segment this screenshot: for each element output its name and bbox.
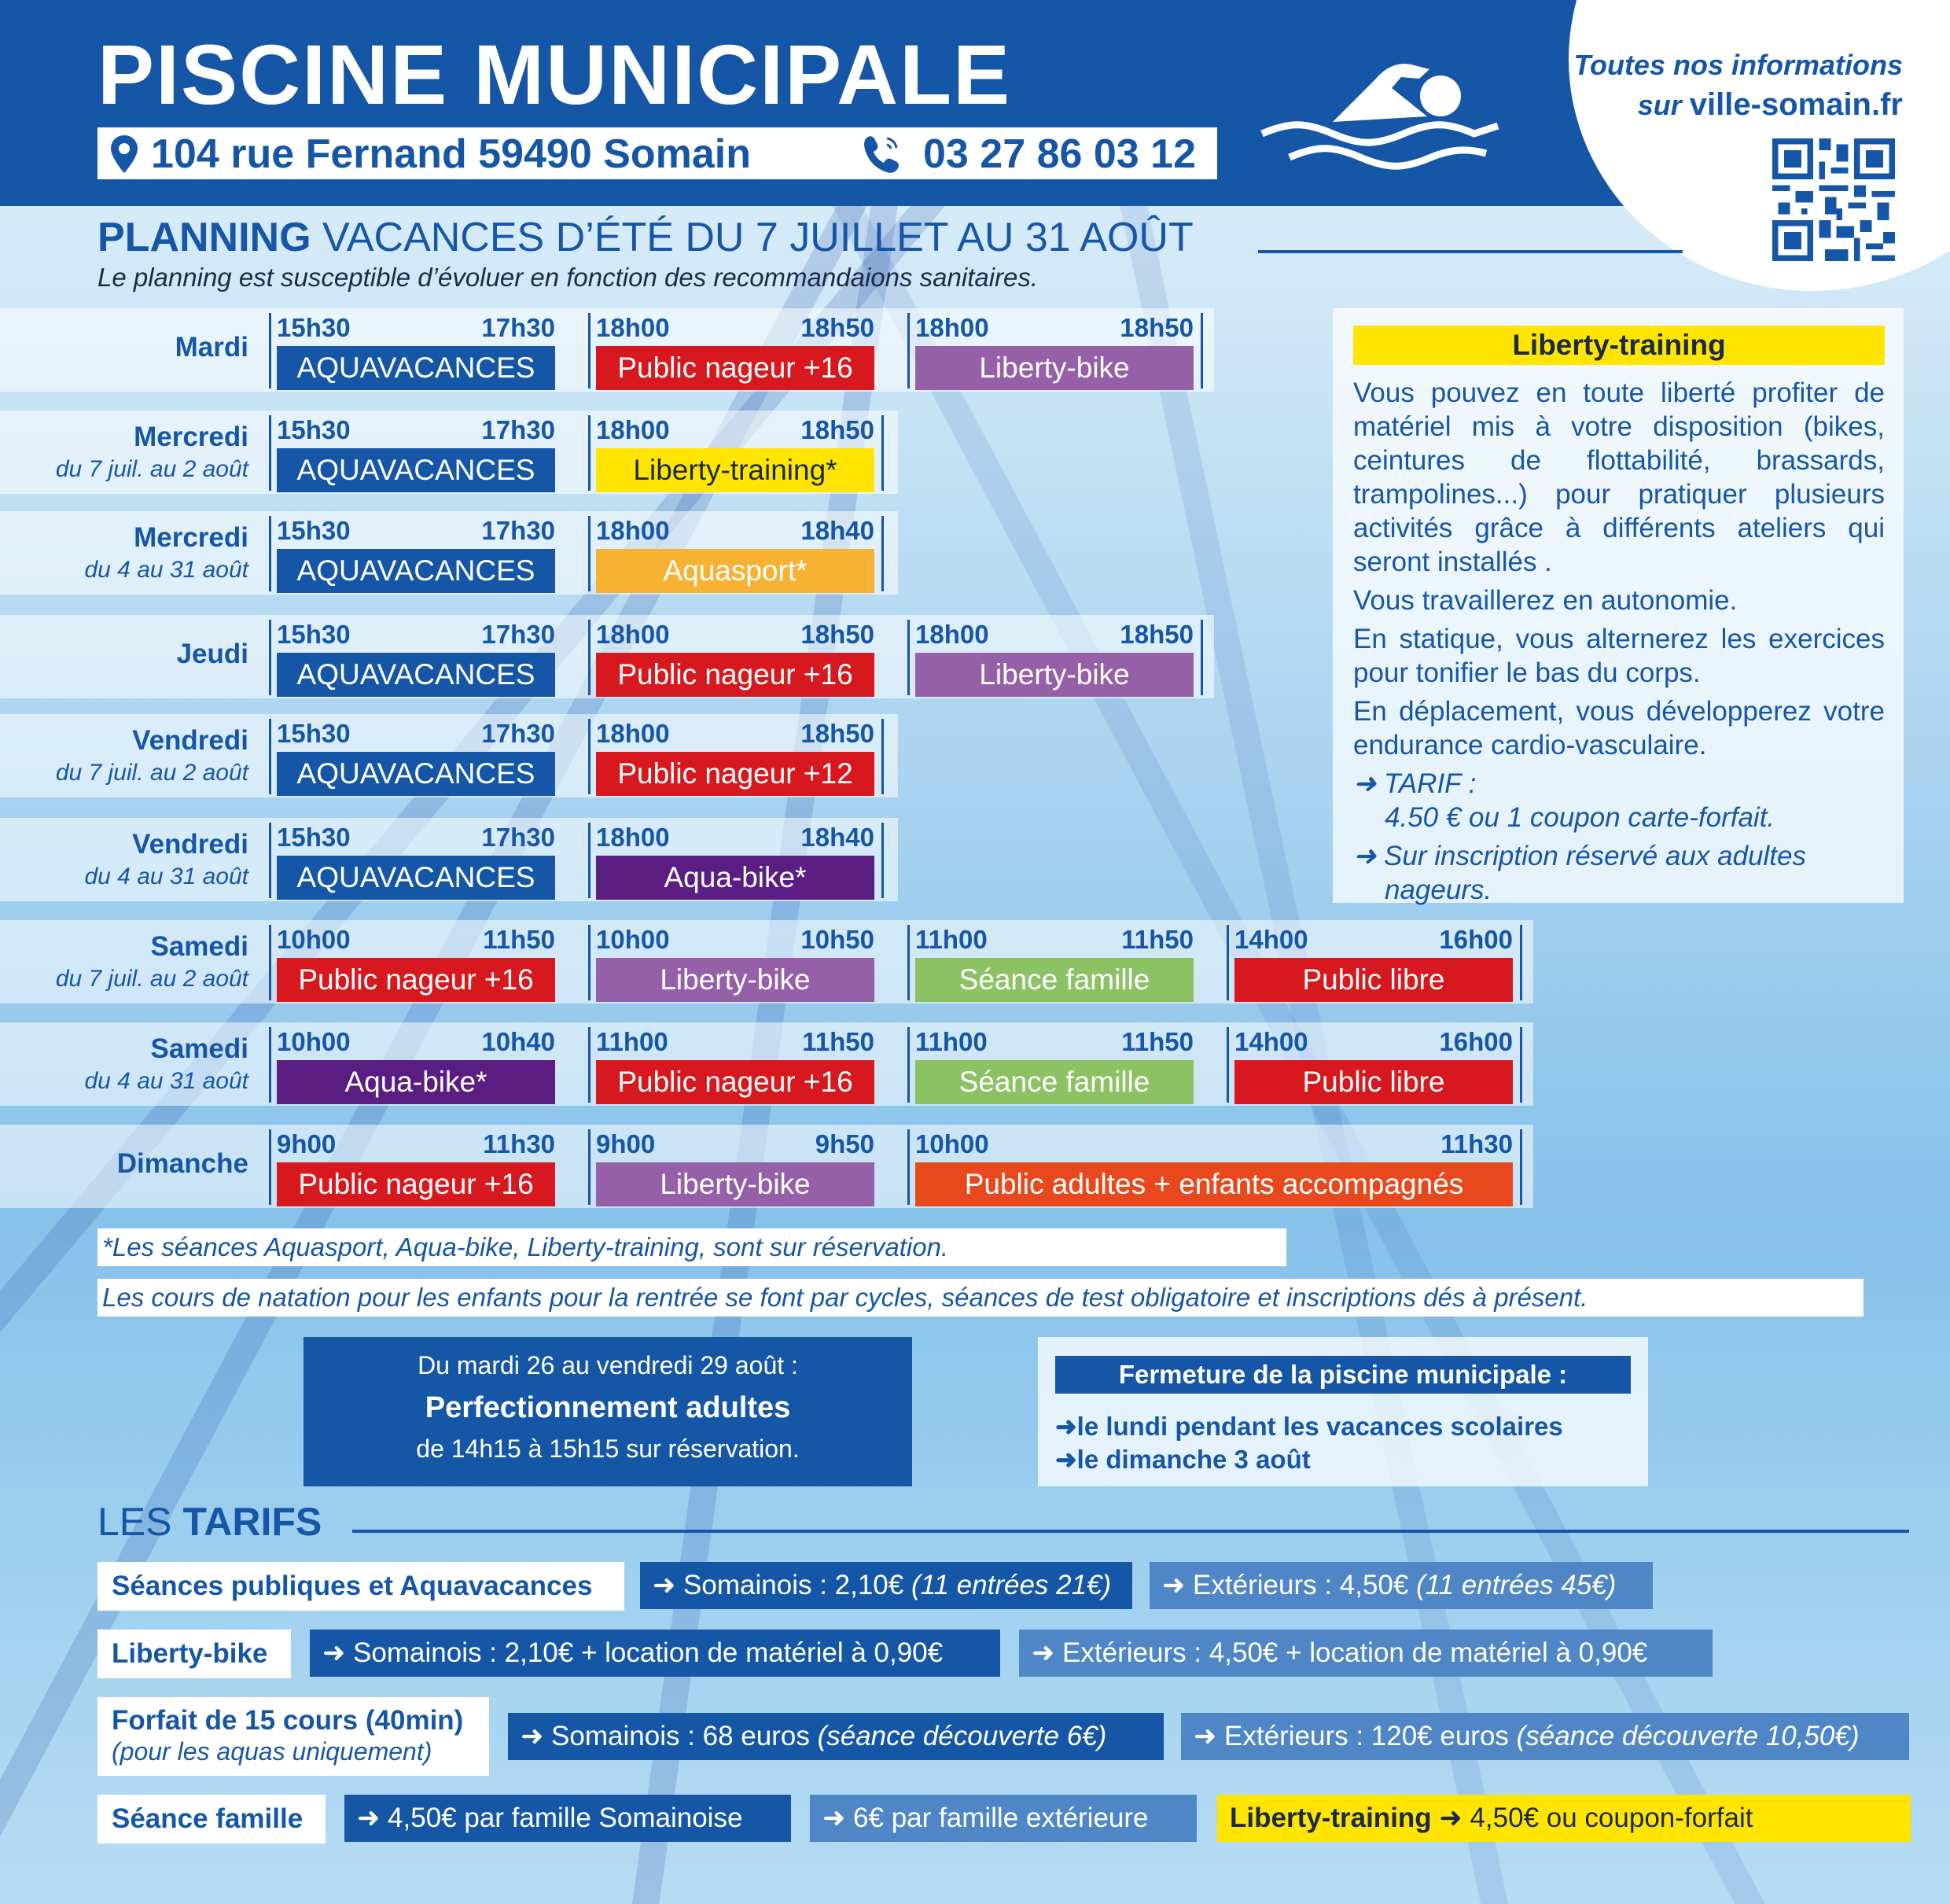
tarif-somainois-liberty-bike <box>310 1630 1000 1677</box>
schedule-row <box>0 714 898 797</box>
liberty-tarif-label: ➜ TARIF : <box>1353 768 1477 799</box>
session-start-time: 10h00 <box>915 1129 989 1158</box>
day-name: Vendredi <box>132 829 248 860</box>
session-end-time: 16h00 <box>1439 1027 1513 1056</box>
day-label <box>13 725 248 786</box>
session-start-time: 15h30 <box>277 620 351 649</box>
day-name: Mercredi <box>134 422 248 452</box>
tarif-text: ➜ 6€ par famille extérieure <box>822 1803 1149 1833</box>
session-cell <box>277 719 555 794</box>
day-period: du 7 juil. au 2 août <box>55 760 248 786</box>
session-cell <box>596 719 874 794</box>
day-period: du 7 juil. au 2 août <box>55 456 248 482</box>
session-end-time: 11h50 <box>483 925 555 954</box>
session-activity: Séance famille <box>915 958 1194 1002</box>
column-divider <box>1520 925 1522 1000</box>
tarif-label-forfait-sub: (pour les aquas uniquement) <box>112 1737 432 1766</box>
tarif-somainois-forfait <box>508 1713 1164 1760</box>
schedule-row <box>0 411 898 494</box>
tarif-label-seances: Séances publiques et Aquavacances <box>98 1562 624 1611</box>
liberty-training-title: Liberty-training <box>1353 326 1885 365</box>
column-divider <box>1227 1027 1229 1103</box>
column-divider <box>588 1027 591 1103</box>
day-period: du 7 juil. au 2 août <box>55 966 248 992</box>
tarif-exterieurs-famille <box>810 1795 1197 1842</box>
tarif-text: ➜ Somainois : 68 euros <box>521 1721 818 1751</box>
column-divider <box>588 620 591 695</box>
session-cell <box>596 925 874 1000</box>
column-divider <box>269 925 271 1000</box>
session-activity: AQUAVACANCES <box>277 549 555 593</box>
column-divider <box>907 620 910 695</box>
session-activity: Public libre <box>1234 958 1513 1002</box>
session-start-time: 15h30 <box>277 823 351 852</box>
session-cell <box>277 415 555 491</box>
schedule-row <box>0 818 898 901</box>
qr-code[interactable] <box>1772 138 1895 261</box>
day-label <box>13 522 248 584</box>
column-divider <box>881 415 884 491</box>
session-end-time: 17h30 <box>481 415 555 444</box>
session-start-time: 14h00 <box>1234 925 1308 954</box>
session-activity: AQUAVACANCES <box>277 856 555 900</box>
tarif-liberty-training-label: Liberty-training <box>1230 1803 1432 1833</box>
tarif-label-liberty-bike: Liberty-bike <box>98 1630 291 1678</box>
session-end-time: 18h40 <box>800 516 874 545</box>
day-name: Dimanche <box>116 1148 248 1179</box>
session-end-time: 17h30 <box>481 313 555 342</box>
session-start-time: 18h00 <box>596 415 670 444</box>
day-name: Mardi <box>175 332 248 363</box>
closure-item: ➜le lundi pendant les vacances scolaires <box>1055 1412 1563 1441</box>
session-activity: Liberty-bike <box>596 1162 874 1206</box>
session-activity: Public libre <box>1234 1060 1513 1104</box>
session-start-time: 18h00 <box>596 313 670 342</box>
column-divider <box>269 313 271 389</box>
session-activity: Public nageur +12 <box>596 752 874 796</box>
day-label <box>13 829 248 890</box>
session-activity: Séance famille <box>915 1060 1194 1104</box>
column-divider <box>269 516 271 591</box>
session-activity: Public nageur +16 <box>277 958 555 1002</box>
tarif-detail: (séance découverte 10,50€) <box>1516 1721 1860 1751</box>
tarif-somainois-famille <box>344 1795 791 1842</box>
column-divider <box>269 719 271 794</box>
session-start-time: 9h00 <box>596 1129 656 1158</box>
tarif-detail: (11 entrées 21€) <box>911 1570 1112 1600</box>
session-cell <box>596 1129 874 1205</box>
tarif-text: ➜ Somainois : 2,10€ <box>653 1570 911 1600</box>
closure-item: ➜le dimanche 3 août <box>1055 1445 1311 1474</box>
session-start-time: 9h00 <box>277 1129 337 1158</box>
tarifs-title <box>98 1499 322 1545</box>
session-cell <box>596 620 874 695</box>
session-end-time: 18h50 <box>800 620 874 649</box>
column-divider <box>881 516 884 591</box>
session-end-time: 18h40 <box>800 823 874 852</box>
column-divider <box>588 415 591 491</box>
column-divider <box>1520 1027 1522 1103</box>
session-start-time: 18h00 <box>596 620 670 649</box>
liberty-inscription: ➜ Sur inscription réservé aux adultes nageurs. <box>1353 841 1806 905</box>
session-start-time: 15h30 <box>277 719 351 748</box>
tarif-label-forfait-main: Forfait de 15 cours (40min) <box>112 1705 464 1736</box>
liberty-paragraph: En statique, vous alternerez les exercices pour tonifier le bas du corps. <box>1353 624 1885 688</box>
perf-title: Perfectionnement adultes <box>425 1391 791 1424</box>
column-divider <box>269 1027 271 1103</box>
swimmer-icon <box>1258 47 1502 173</box>
day-period: du 4 au 31 août <box>84 1068 248 1094</box>
header-band <box>0 0 1950 206</box>
session-activity: Liberty-bike <box>915 653 1194 697</box>
session-start-time: 18h00 <box>596 719 670 748</box>
tarifs-rule <box>352 1530 1909 1533</box>
session-end-time: 10h50 <box>800 925 874 954</box>
day-label <box>13 639 248 670</box>
tarifs-title-light: LES <box>98 1500 183 1544</box>
tarif-detail: (11 entrées 45€) <box>1416 1570 1617 1600</box>
planning-title-rest: VACANCES D’ÉTÉ DU 7 JUILLET AU 31 AOÛT <box>311 215 1194 260</box>
session-cell <box>596 823 874 898</box>
session-end-time: 17h30 <box>481 620 555 649</box>
reservation-note: *Les séances Aquasport, Aqua-bike, Liberty-training, sont sur réservation. <box>98 1228 1286 1266</box>
session-start-time: 10h00 <box>277 925 351 954</box>
session-end-time: 10h40 <box>481 1027 555 1056</box>
session-activity: AQUAVACANCES <box>277 653 555 697</box>
session-activity: Aquasport* <box>596 549 874 593</box>
column-divider <box>907 1129 910 1205</box>
day-label <box>13 332 248 363</box>
session-start-time: 18h00 <box>915 313 989 342</box>
session-activity: Public nageur +16 <box>596 346 874 390</box>
tarif-exterieurs-liberty-bike <box>1019 1630 1713 1677</box>
session-cell <box>915 1027 1194 1103</box>
session-cell <box>277 1027 555 1103</box>
column-divider <box>588 516 591 591</box>
session-activity: AQUAVACANCES <box>277 752 555 796</box>
day-label <box>13 931 248 993</box>
column-divider <box>881 719 884 794</box>
column-divider <box>907 925 910 1000</box>
column-divider <box>907 313 910 389</box>
planning-title-bold: PLANNING <box>98 215 311 260</box>
info-line-2-prefix: sur <box>1637 89 1690 121</box>
tarif-text: ➜ 4,50€ ou coupon-forfait <box>1431 1803 1753 1833</box>
tarif-exterieurs-forfait <box>1181 1713 1909 1760</box>
liberty-training-box <box>1333 308 1904 903</box>
column-divider <box>588 925 591 1000</box>
session-end-time: 11h50 <box>1121 1027 1194 1056</box>
session-start-time: 11h00 <box>596 1027 668 1056</box>
tarif-text: ➜ Somainois : 2,10€ + location de matériel à 0,90€ <box>322 1637 944 1668</box>
day-period: du 4 au 31 août <box>84 864 248 889</box>
planning-subtitle: Le planning est susceptible d’évoluer en fonction des recommandaions sanitaires. <box>98 263 1039 292</box>
schedule-row <box>0 511 898 595</box>
session-end-time: 11h30 <box>1440 1129 1513 1158</box>
session-activity: Liberty-bike <box>596 958 874 1002</box>
column-divider <box>269 1129 271 1205</box>
session-end-time: 11h50 <box>1121 925 1194 954</box>
schedule-row <box>0 1125 1533 1208</box>
column-divider <box>1520 1129 1522 1205</box>
session-cell <box>277 823 555 898</box>
schedule-row <box>0 308 1214 392</box>
tarif-label-forfait <box>98 1697 489 1776</box>
session-start-time: 15h30 <box>277 415 351 444</box>
tarif-somainois-seances <box>640 1562 1132 1609</box>
column-divider <box>907 1027 910 1103</box>
closure-title: Fermeture de la piscine municipale : <box>1055 1356 1631 1394</box>
session-activity: Public adultes + enfants accompagnés <box>915 1162 1513 1206</box>
session-end-time: 18h50 <box>800 719 874 748</box>
tarif-text: ➜ 4,50€ par famille Somainoise <box>357 1803 743 1833</box>
liberty-paragraph: Vous pouvez en toute liberté profiter de matériel mis à votre disposition (bikes, ceintures de flottabilité, brassards, trampolines...) pour pratiquer plusieurs activités grâce à différents ateliers qui seront installés . <box>1353 377 1885 577</box>
liberty-paragraph: En déplacement, vous développerez votre endurance cardio-vasculaire. <box>1353 696 1885 760</box>
column-divider <box>1201 313 1203 389</box>
schedule-row <box>0 920 1533 1004</box>
session-start-time: 11h00 <box>915 1027 988 1056</box>
website-info <box>1565 46 1903 125</box>
session-end-time: 11h50 <box>802 1027 874 1056</box>
day-label <box>13 422 248 483</box>
session-cell <box>596 415 874 491</box>
session-activity: Liberty-bike <box>915 346 1194 390</box>
session-cell <box>596 516 874 591</box>
session-end-time: 17h30 <box>481 516 555 545</box>
session-cell <box>915 313 1194 389</box>
swimming-lessons-note: Les cours de natation pour les enfants pour la rentrée se font par cycles, séances de test obligatoire et inscriptions dés à présent. <box>98 1279 1864 1317</box>
session-cell <box>277 516 555 591</box>
session-cell <box>915 1129 1513 1205</box>
session-activity: Public nageur +16 <box>596 653 874 697</box>
session-start-time: 10h00 <box>277 1027 351 1056</box>
session-activity: Public nageur +16 <box>596 1060 874 1104</box>
session-start-time: 18h00 <box>596 823 670 852</box>
session-end-time: 18h50 <box>800 415 874 444</box>
session-start-time: 10h00 <box>596 925 670 954</box>
page-title: PISCINE MUNICIPALE <box>98 27 1012 122</box>
column-divider <box>1227 925 1229 1000</box>
column-divider <box>588 823 591 898</box>
session-cell <box>1234 1027 1513 1103</box>
session-end-time: 18h50 <box>1120 313 1194 342</box>
column-divider <box>1201 620 1203 695</box>
day-name: Samedi <box>150 1033 248 1064</box>
session-activity: AQUAVACANCES <box>277 448 555 492</box>
session-start-time: 15h30 <box>277 313 351 342</box>
session-end-time: 17h30 <box>481 823 555 852</box>
session-activity: Public nageur +16 <box>277 1162 555 1206</box>
day-label <box>13 1033 248 1095</box>
session-cell <box>277 925 555 1000</box>
day-name: Mercredi <box>134 522 248 553</box>
session-end-time: 18h50 <box>1120 620 1194 649</box>
column-divider <box>588 313 591 389</box>
session-start-time: 18h00 <box>915 620 989 649</box>
closure-box <box>1038 1337 1648 1486</box>
session-start-time: 11h00 <box>915 925 988 954</box>
perf-dates: Du mardi 26 au vendredi 29 août : <box>418 1351 798 1379</box>
day-name: Vendredi <box>132 725 248 756</box>
session-cell <box>277 1129 555 1205</box>
column-divider <box>588 1129 591 1205</box>
tarifs-title-bold: TARIFS <box>182 1500 322 1544</box>
liberty-tarif-value: 4.50 € ou 1 coupon carte-forfait. <box>1385 802 1775 833</box>
session-cell <box>596 313 874 389</box>
perf-hours: de 14h15 à 15h15 sur réservation. <box>416 1434 800 1463</box>
phone-icon <box>860 134 904 175</box>
tarif-text: ➜ Extérieurs : 120€ euros <box>1194 1721 1517 1751</box>
liberty-paragraph: Vous travaillerez en autonomie. <box>1353 585 1738 616</box>
session-end-time: 18h50 <box>800 313 874 342</box>
location-pin-icon <box>109 134 140 175</box>
tarif-text: ➜ Extérieurs : 4,50€ <box>1162 1570 1417 1600</box>
column-divider <box>881 823 884 898</box>
session-activity: Aqua-bike* <box>596 856 874 900</box>
contact-bar <box>98 127 1217 179</box>
session-cell <box>915 925 1194 1000</box>
column-divider <box>588 719 591 794</box>
planning-rule <box>1258 250 1683 253</box>
tarif-text: ➜ Extérieurs : 4,50€ + location de matériel à 0,90€ <box>1032 1637 1648 1668</box>
perfectionnement-box <box>304 1337 912 1486</box>
column-divider <box>269 823 271 898</box>
day-name: Jeudi <box>176 639 248 669</box>
session-end-time: 17h30 <box>481 719 555 748</box>
address-text: 104 rue Fernand 59490 Somain <box>151 131 752 177</box>
session-cell <box>277 620 555 695</box>
day-period: du 4 au 31 août <box>84 557 248 583</box>
schedule-row <box>0 615 1214 698</box>
session-cell <box>1234 925 1513 1000</box>
planning-title <box>98 214 1194 261</box>
tarif-detail: (séance découverte 6€) <box>817 1721 1107 1751</box>
session-cell <box>277 313 555 389</box>
day-label <box>13 1148 248 1180</box>
session-end-time: 11h30 <box>483 1129 555 1158</box>
info-line-1: Toutes nos informations <box>1573 49 1903 81</box>
session-end-time: 9h50 <box>815 1129 874 1158</box>
website-link[interactable]: ville-somain.fr <box>1689 87 1903 122</box>
column-divider <box>269 415 271 491</box>
phone-number: 03 27 86 03 12 <box>923 131 1196 177</box>
tarif-liberty-training <box>1217 1795 1911 1842</box>
column-divider <box>269 620 271 695</box>
session-end-time: 16h00 <box>1439 925 1513 954</box>
session-cell <box>915 620 1194 695</box>
session-activity: Liberty-training* <box>596 448 874 492</box>
session-cell <box>596 1027 874 1103</box>
tarif-exterieurs-seances <box>1150 1562 1653 1609</box>
session-start-time: 14h00 <box>1234 1027 1308 1056</box>
session-activity: Aqua-bike* <box>277 1060 555 1104</box>
session-start-time: 15h30 <box>277 516 351 545</box>
day-name: Samedi <box>150 931 248 962</box>
session-activity: AQUAVACANCES <box>277 346 555 390</box>
liberty-training-text <box>1353 376 1885 911</box>
schedule-row <box>0 1022 1533 1106</box>
tarif-label-famille: Séance famille <box>98 1795 326 1843</box>
session-start-time: 18h00 <box>596 516 670 545</box>
